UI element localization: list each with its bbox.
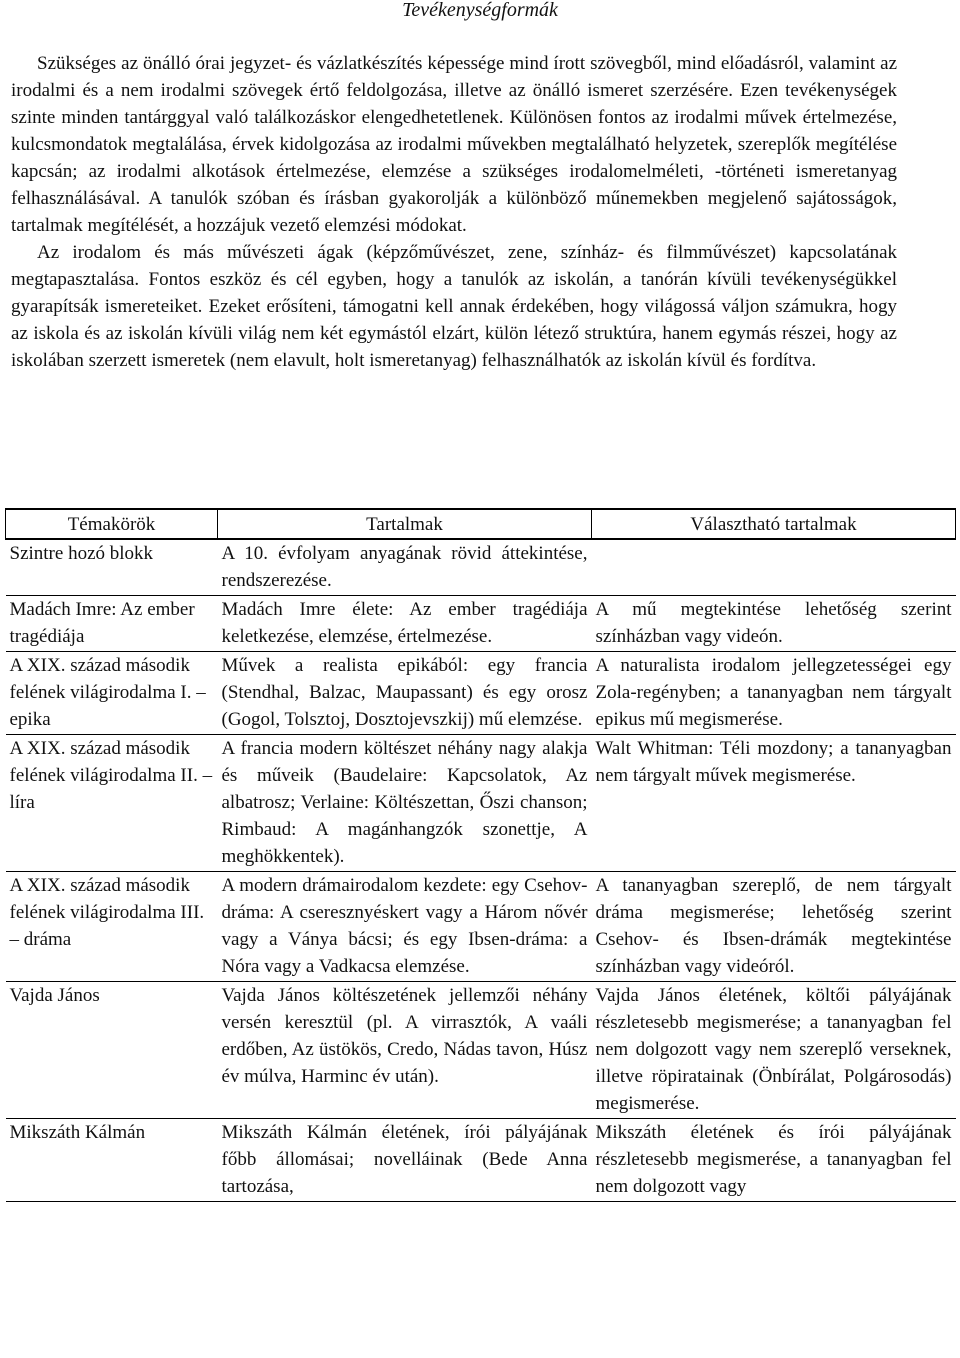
header-topics: Témakörök — [6, 509, 218, 539]
topic-cell: A XIX. század második felének világirodalma II. – líra — [6, 735, 218, 872]
curriculum-table — [5, 508, 956, 1202]
optional-cell: Mikszáth életének és írói pályájának részletesebb megismerése, a tananyagban fel nem dolgozott vagy — [592, 1119, 956, 1202]
paragraph-1: Szükséges az önálló órai jegyzet- és vázlatkészítés képessége mind írott szövegből, mind előadásról, valamint az irodalmi és a nem irodalmi szövegek értő feldolgozása, illetve az önálló ismeret szerzésére. Ezen tevékenységek szinte minden tantárggyal való találkozáskor elengedhetetlenek. Különösen fontos az irodalmi művek értelmezése, kulcsmondatok megtalálása, érvek kidolgozása az irodalmi művekben megtalálható helyzetek, szereplők megítélése kapcsán; az irodalmi alkotások értelmezése, elemzése a szükséges irodalomelméleti, -történeti ismeretanyag felhasználásával. A tanulók szóban és írásban gyakorolják a különböző műnemekben megjelenő sajátosságok, tartalmak megítélését, a hozzájuk vezető elemzési módokat. — [11, 53, 897, 236]
content-cell: Vajda János költészetének jellemzői néhány versén keresztül (pl. A virrasztók, A vaáli erdőben, Az üstökös, Credo, Nádas tavon, Húsz év múlva, Harminc év után). — [218, 982, 592, 1119]
topic-cell: A XIX. század második felének világirodalma I. – epika — [6, 652, 218, 735]
topic-cell: Szintre hozó blokk — [6, 539, 218, 596]
optional-cell: A tananyagban szereplő, de nem tárgyalt dráma megismerése; lehetőség szerint Csehov- és Ibsen-drámák megtekintése színházban vagy videóról. — [592, 872, 956, 982]
table-row — [6, 539, 956, 596]
topic-cell: A XIX. század második felének világirodalma III. – dráma — [6, 872, 218, 982]
content-cell: Mikszáth Kálmán életének, írói pályájának főbb állomásai; novelláinak (Bede Anna tartozása, — [218, 1119, 592, 1202]
topic-cell: Mikszáth Kálmán — [6, 1119, 218, 1202]
table-header-row — [6, 509, 956, 539]
header-optional: Választható tartalmak — [592, 509, 956, 539]
table-row — [6, 596, 956, 652]
table-row — [6, 982, 956, 1119]
table-row — [6, 872, 956, 982]
table-row — [6, 1119, 956, 1202]
optional-cell: A mű megtekintése lehetőség szerint színházban vagy videón. — [592, 596, 956, 652]
table-row — [6, 652, 956, 735]
topic-cell: Madách Imre: Az ember tragédiája — [6, 596, 218, 652]
optional-cell: A naturalista irodalom jellegzetességei egy Zola-regényben; a tananyagban nem tárgyalt epikus mű megismerése. — [592, 652, 956, 735]
header-contents: Tartalmak — [218, 509, 592, 539]
topic-cell: Vajda János — [6, 982, 218, 1119]
optional-cell: Walt Whitman: Téli mozdony; a tananyagban nem tárgyalt művek megismerése. — [592, 735, 956, 872]
body-text — [11, 50, 897, 374]
content-cell: Madách Imre élete: Az ember tragédiája keletkezése, elemzése, értelmezése. — [218, 596, 592, 652]
table-row — [6, 735, 956, 872]
content-cell: A modern drámairodalom kezdete: egy Csehov-dráma: A cseresznyéskert vagy a Három nővér vagy a Ványa bácsi; és egy Ibsen-dráma: a Nóra vagy a Vadkacsa elemzése. — [218, 872, 592, 982]
optional-cell: Vajda János életének, költői pályájának részletesebb megismerése; a tananyagban fel nem dolgozott vagy nem szereplő verseknek, illetve röpiratainak (Önbírálat, Polgárosodás) megismerése. — [592, 982, 956, 1119]
optional-cell — [592, 539, 956, 596]
paragraph-2: Az irodalom és más művészeti ágak (képzőművészet, zene, színház- és filmművészet) kapcsolatának megtapasztalása. Fontos eszköz és cél egyben, hogy a tanulók az iskolán, a tanórán kívüli tevékenységükkel gyarapítsák ismereteiket. Ezeket erősíteni, támogatni kell annak érdekében, hogy világossá váljon számukra, hogy az iskola és az iskolán kívüli világ nem két egymástól elzárt, külön létező struktúra, hanem egymás részei, hogy az iskolában szerzett ismeretek (nem elavult, holt ismeretanyag) felhasználhatók az iskolán kívül és fordítva. — [11, 242, 897, 371]
content-cell: A francia modern költészet néhány nagy alakja és műveik (Baudelaire: Kapcsolatok, Az albatrosz; Verlaine: Költészettan, Őszi chanson; Rimbaud: A magánhangzók szonettje, A meghökkentek). — [218, 735, 592, 872]
content-cell: A 10. évfolyam anyagának rövid áttekintése, rendszerezése. — [218, 539, 592, 596]
content-cell: Művek a realista epikából: egy francia (Stendhal, Balzac, Maupassant) és egy orosz (Gogol, Tolsztoj, Dosztojevszkij) mű elemzése. — [218, 652, 592, 735]
page-heading: Tevékenységformák — [402, 0, 558, 21]
